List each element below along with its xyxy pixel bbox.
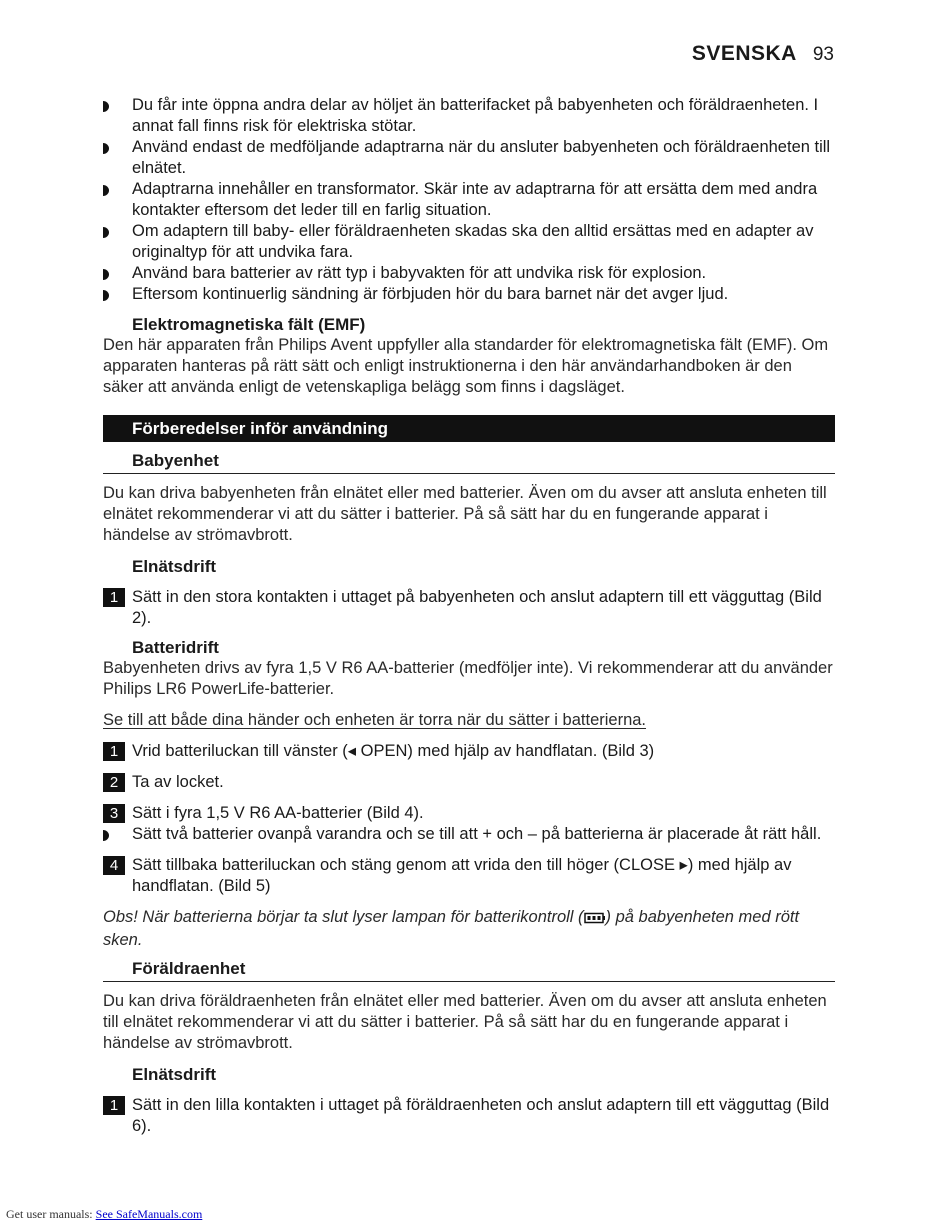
bullet-text: Adaptrarna innehåller en transformator. Skär inte av adaptrarna för att ersätta dem med andra kontakter eftersom det leder till en farlig situation. (132, 180, 818, 219)
step-number: 2 (103, 773, 125, 792)
section-title-bar: Förberedelser inför användning (103, 415, 835, 442)
step-item (103, 741, 835, 762)
step-number: 1 (103, 742, 125, 761)
battery-warning (103, 710, 835, 731)
safety-bullet-list (103, 95, 835, 305)
step-item (103, 587, 835, 629)
step-text: Vrid batteriluckan till vänster (◂ OPEN) med hjälp av handflatan. (Bild 3) (132, 742, 655, 760)
bullet-icon (103, 269, 110, 280)
parent-mains-heading: Elnätsdrift (132, 1065, 217, 1084)
step-text: Sätt in den lilla kontakten i uttaget på föräldraenheten och anslut adaptern till ett vägguttag (Bild 6). (132, 1096, 830, 1135)
list-item (103, 137, 835, 179)
safemanuals-link[interactable]: See SafeManuals.com (95, 1207, 203, 1221)
baby-battery-heading: Batteridrift (132, 638, 219, 657)
emf-text: Den här apparaten från Philips Avent uppfyller alla standarder för elektromagnetiska fält (EMF). Om apparaten hanteras på rätt sätt och enligt instruktionerna i den här användarhandboken är den säker att använda enligt de vetenskapliga belägg som finns i dagsläget. (103, 336, 829, 396)
bullet-icon (103, 830, 110, 841)
list-item (103, 824, 835, 845)
step-text: Sätt i fyra 1,5 V R6 AA-batterier (Bild 4). (132, 804, 424, 822)
bullet-icon (103, 290, 110, 301)
battery-warning-text: Se till att både dina händer och enheten är torra när du sätter i batterierna. (103, 711, 647, 729)
step-number: 1 (103, 588, 125, 607)
step-item (103, 803, 835, 824)
step-text: Ta av locket. (132, 773, 224, 791)
bullet-text: Använd bara batterier av rätt typ i babyvakten för att undvika risk för explosion. (132, 264, 707, 282)
emf-heading: Elektromagnetiska fält (EMF) (132, 315, 366, 334)
bullet-text: Om adaptern till baby- eller föräldraenheten skadas ska den alltid ersättas med en adapter av originaltyp för att undvika fara. (132, 222, 814, 261)
step-number: 1 (103, 1096, 125, 1115)
parent-unit-heading: Föräldraenhet (103, 958, 835, 982)
page-content (103, 95, 835, 1137)
language-label: SVENSKA (691, 42, 797, 65)
bullet-text: Använd endast de medföljande adaptrarna när du ansluter babyenheten och föräldraenheten till elnätet. (132, 138, 831, 177)
bullet-text: Du får inte öppna andra delar av höljet än batterifacket på babyenheten och föräldraenheten. I annat fall finns risk för elektriska stötar. (132, 96, 819, 135)
bullet-text: Sätt två batterier ovanpå varandra och se till att + och – på batterierna är placerade åt rätt håll. (132, 825, 822, 843)
baby-unit-heading: Babyenhet (103, 450, 835, 474)
note-text-end: ) på babyenheten med rött sken. (103, 908, 800, 949)
list-item (103, 284, 835, 305)
list-item (103, 221, 835, 263)
list-item (103, 179, 835, 221)
page-header (692, 42, 834, 66)
list-item (103, 263, 835, 284)
battery-note (103, 907, 835, 951)
step-text: Sätt tillbaka batteriluckan och stäng genom att vrida den till höger (CLOSE ▸) med hjälp av handflatan. (Bild 5) (132, 856, 792, 895)
page-number: 93 (812, 44, 834, 65)
step-item (103, 772, 835, 793)
step-number: 3 (103, 804, 125, 823)
step-number: 4 (103, 856, 125, 875)
baby-mains-heading: Elnätsdrift (132, 557, 217, 576)
footer-prefix: Get user manuals: (6, 1207, 93, 1221)
step-item (103, 1095, 835, 1137)
battery-icon (584, 909, 606, 930)
baby-unit-intro: Du kan driva babyenheten från elnätet eller med batterier. Även om du avser att ansluta enheten till elnätet rekommenderar vi att du sätter i batterier. På så sätt har du en fungerande apparat i händelse av strömavbrott. (103, 484, 827, 544)
step-item (103, 855, 835, 897)
bullet-text: Eftersom kontinuerlig sändning är förbjuden hör du bara barnet när det avger ljud. (132, 285, 729, 303)
step-text: Sätt in den stora kontakten i uttaget på babyenheten och anslut adaptern till ett vägguttag (Bild 2). (132, 588, 822, 627)
bullet-icon (103, 185, 110, 196)
page-footer (6, 1207, 202, 1222)
baby-battery-text: Babyenheten drivs av fyra 1,5 V R6 AA-batterier (medföljer inte). Vi rekommenderar att du använder Philips LR6 PowerLife-batterier. (103, 659, 833, 698)
bullet-icon (103, 227, 110, 238)
list-item (103, 95, 835, 137)
parent-unit-intro: Du kan driva föräldraenheten från elnätet eller med batterier. Även om du avser att ansluta enheten till elnätet rekommenderar vi att du sätter i batterier. På så sätt har du en fungerande apparat i händelse av strömavbrott. (103, 992, 827, 1052)
note-text-start: Obs! När batterierna börjar ta slut lyser lampan för batterikontroll ( (103, 908, 584, 926)
bullet-icon (103, 101, 110, 112)
bullet-icon (103, 143, 110, 154)
